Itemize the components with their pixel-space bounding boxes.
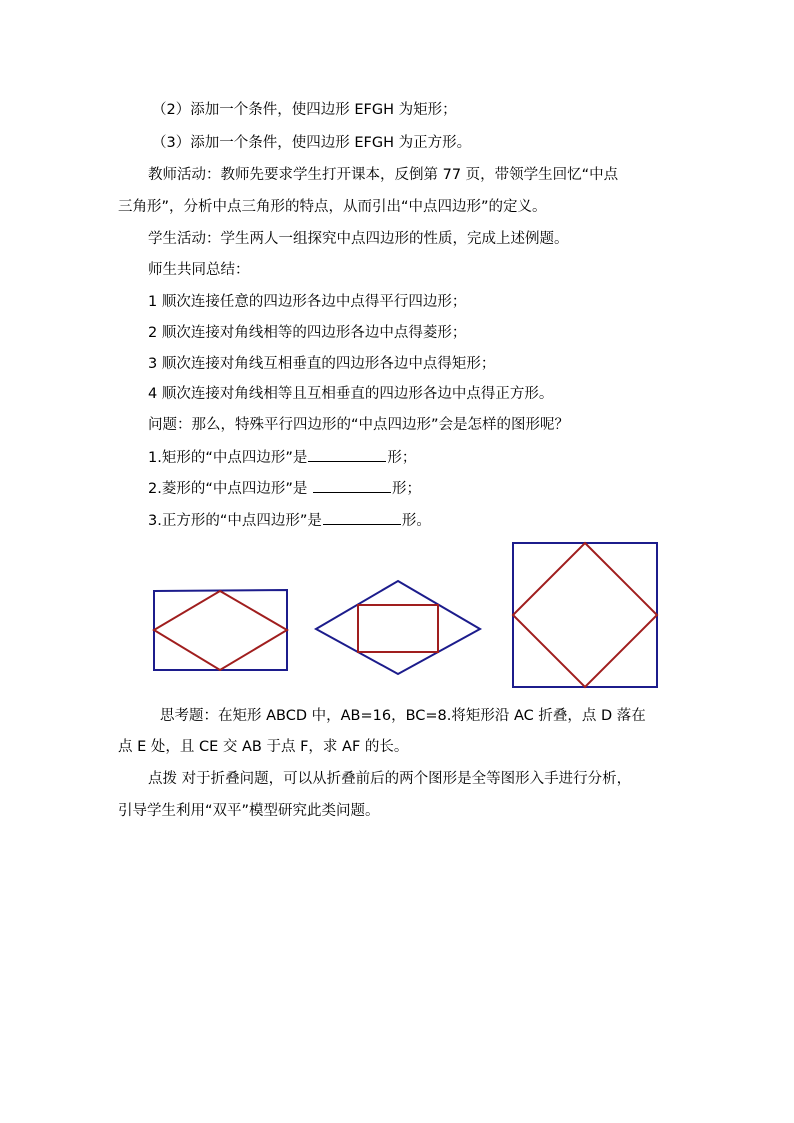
rectangle-outline (154, 590, 287, 670)
summary-item-4: 4 顺次连接对角线相等且互相垂直的四边形各边中点得正方形。 (148, 386, 554, 402)
fill-item-3 (148, 510, 431, 531)
hint-line2: 引导学生利用“双平”模型研究此类问题。 (118, 803, 380, 819)
fill-item-3-suffix: 形。 (401, 513, 431, 529)
midpoint-rectangle (358, 605, 438, 652)
rhombus-midpoint-figure (312, 578, 484, 676)
midpoint-rhombus (154, 591, 287, 670)
midpoint-square (513, 543, 657, 687)
answer-blank-1[interactable] (308, 447, 386, 462)
fill-item-1-suffix: 形； (387, 450, 417, 466)
summary-item-1: 1 顺次连接任意的四边形各边中点得平行四边形； (148, 294, 467, 310)
summary-item-3: 3 顺次连接对角线互相垂直的四边形各边中点得矩形； (148, 356, 496, 372)
summary-item-2: 2 顺次连接对角线相等的四边形各边中点得菱形； (148, 325, 467, 341)
condition-3-text: （3）添加一个条件，使四边形 EFGH 为正方形。 (152, 135, 472, 151)
fill-item-3-prefix: 3.正方形的“中点四边形”是 (148, 513, 322, 529)
rectangle-midpoint-figure (150, 586, 292, 676)
thinking-question-line1: 思考题：在矩形 ABCD 中，AB=16，BC=8.将矩形沿 AC 折叠，点 D 落在 (160, 708, 646, 724)
teacher-activity-line2: 三角形”，分析中点三角形的特点，从而引出“中点四边形”的定义。 (118, 199, 547, 215)
rhombus-outline (316, 581, 480, 674)
fill-item-2 (148, 478, 421, 499)
teacher-activity-line1: 教师活动：教师先要求学生打开课本，反倒第 77 页，带领学生回忆“中点 (148, 167, 619, 183)
fill-item-2-prefix: 2.菱形的“中点四边形”是 (148, 481, 312, 497)
condition-2-text: （2）添加一个条件，使四边形 EFGH 为矩形； (152, 102, 457, 118)
thinking-question-line2: 点 E 处，且 CE 交 AB 于点 F，求 AF 的长。 (118, 739, 409, 755)
fill-item-2-suffix: 形； (391, 481, 421, 497)
fill-item-1-prefix: 1.矩形的“中点四边形”是 (148, 450, 308, 466)
summary-heading: 师生共同总结： (148, 262, 250, 278)
fill-item-1 (148, 447, 416, 468)
answer-blank-2[interactable] (313, 478, 391, 493)
student-activity-text: 学生活动：学生两人一组探究中点四边形的性质，完成上述例题。 (148, 231, 569, 247)
square-midpoint-figure (509, 539, 661, 691)
hint-line1: 点拨 对于折叠问题，可以从折叠前后的两个图形是全等图形入手进行分析， (148, 771, 632, 787)
square-outline (513, 543, 657, 687)
answer-blank-3[interactable] (323, 510, 401, 525)
question-text: 问题：那么，特殊平行四边形的“中点四边形”会是怎样的图形呢？ (148, 417, 570, 433)
